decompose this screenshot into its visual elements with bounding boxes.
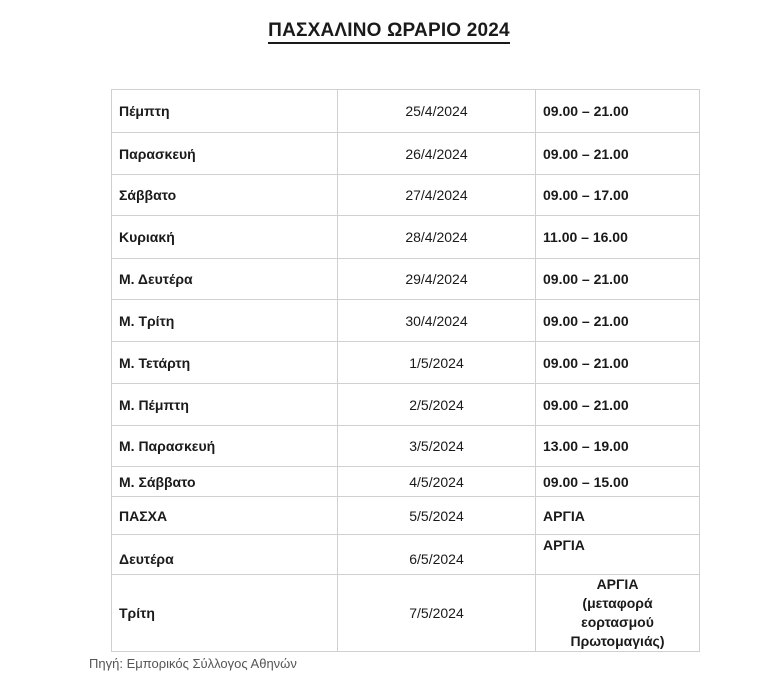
day-cell: Δευτέρα [112,535,338,575]
day-cell: Σάββατο [112,175,338,216]
day-cell: ΠΑΣΧΑ [112,497,338,535]
date-cell: 27/4/2024 [338,175,536,216]
table-row [112,90,700,133]
hours-cell: ΑΡΓΙΑ [536,535,700,575]
table-row [112,216,700,259]
hours-cell: 09.00 – 21.00 [536,90,700,133]
table-row [112,175,700,216]
day-cell: Κυριακή [112,216,338,259]
hours-cell: 09.00 – 21.00 [536,342,700,384]
hours-cell: 09.00 – 15.00 [536,467,700,497]
table-row [112,535,700,575]
date-cell: 26/4/2024 [338,133,536,175]
schedule-table [111,89,700,652]
hours-cell: 09.00 – 21.00 [536,259,700,300]
table-row [112,384,700,426]
table-row [112,342,700,384]
day-cell: Μ. Σάββατο [112,467,338,497]
hours-cell: 09.00 – 21.00 [536,384,700,426]
table-row [112,133,700,175]
date-cell: 1/5/2024 [338,342,536,384]
date-cell: 28/4/2024 [338,216,536,259]
date-cell: 6/5/2024 [338,535,536,575]
hours-cell: 13.00 – 19.00 [536,426,700,467]
date-cell: 5/5/2024 [338,497,536,535]
page-title-text: ΠΑΣΧΑΛΙΝΟ ΩΡΑΡΙΟ 2024 [268,20,510,44]
date-cell: 4/5/2024 [338,467,536,497]
date-cell: 3/5/2024 [338,426,536,467]
hours-cell: 09.00 – 21.00 [536,133,700,175]
day-cell: Πέμπτη [112,90,338,133]
day-cell: Μ. Παρασκευή [112,426,338,467]
table-row [112,497,700,535]
day-cell: Παρασκευή [112,133,338,175]
date-cell: 2/5/2024 [338,384,536,426]
day-cell: Μ. Πέμπτη [112,384,338,426]
table-row [112,300,700,342]
day-cell: Μ. Δευτέρα [112,259,338,300]
page-title [0,20,778,42]
date-cell: 7/5/2024 [338,575,536,652]
date-cell: 25/4/2024 [338,90,536,133]
hours-cell: 09.00 – 21.00 [536,300,700,342]
day-cell: Μ. Τρίτη [112,300,338,342]
table-row [112,575,700,652]
hours-cell: ΑΡΓΙΑ [536,497,700,535]
date-cell: 29/4/2024 [338,259,536,300]
table-row [112,467,700,497]
hours-cell: 11.00 – 16.00 [536,216,700,259]
day-cell: Μ. Τετάρτη [112,342,338,384]
date-cell: 30/4/2024 [338,300,536,342]
hours-cell: ΑΡΓΙΑ (μεταφορά εορτασμού Πρωτομαγιάς) [536,575,700,652]
day-cell: Τρίτη [112,575,338,652]
hours-cell: 09.00 – 17.00 [536,175,700,216]
table-row [112,426,700,467]
table-row [112,259,700,300]
source-caption: Πηγή: Εμπορικός Σύλλογος Αθηνών [89,656,297,671]
